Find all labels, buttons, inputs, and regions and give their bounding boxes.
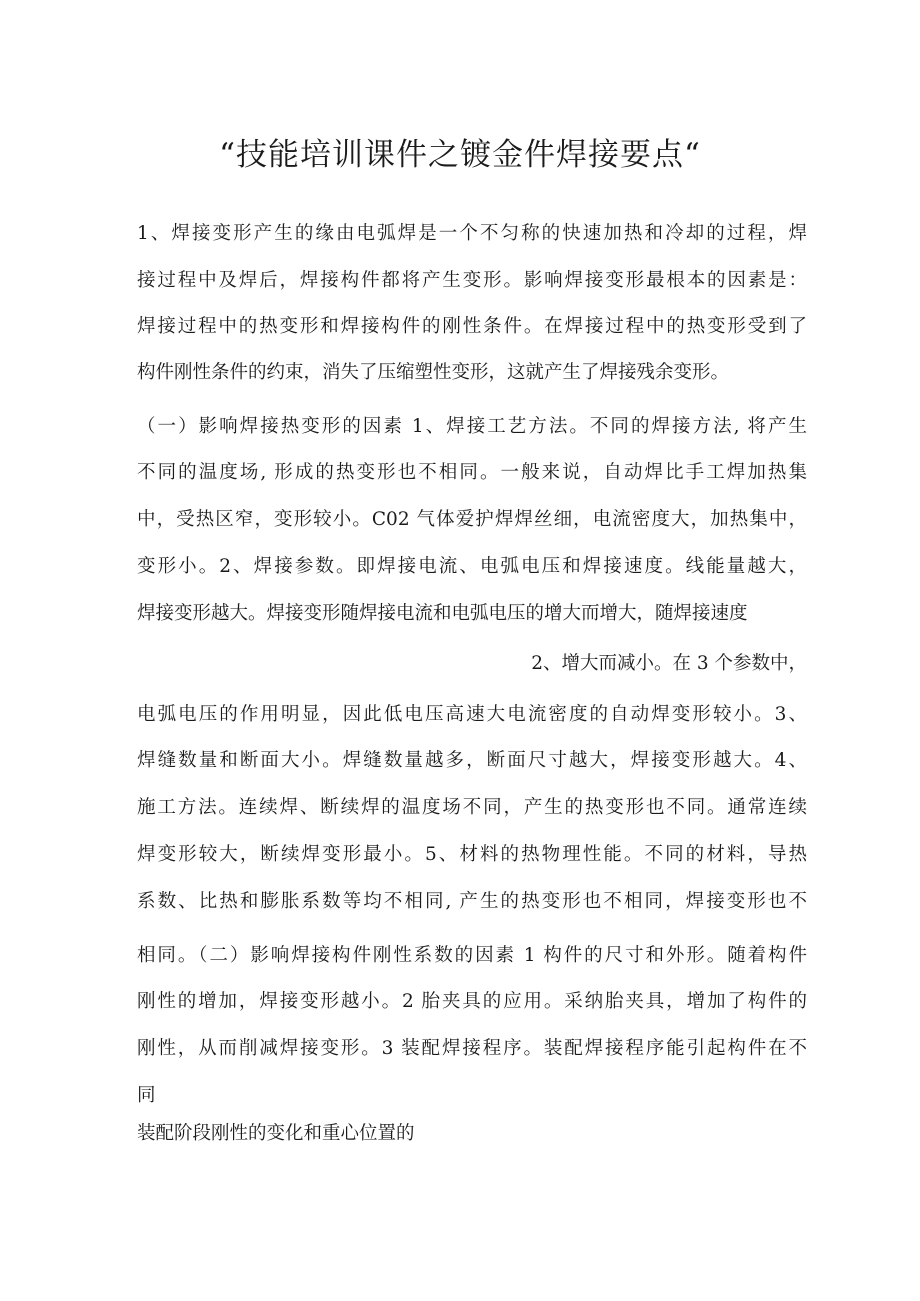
- paragraph-line: 焊接变形越大。焊接变形随焊接电流和电弧电压的增大而增大，随焊接速度: [137, 603, 748, 624]
- paragraph-line: 构件刚性条件的约束，消失了压缩塑性变形，这就产生了焊接残余变形。: [137, 362, 730, 383]
- paragraph-line: 焊变形较大，断续焊变形最小。5、材料的热物理性能。不同的材料，导热: [137, 844, 807, 865]
- paragraph-line: 刚性的增加，焊接变形越小。2 胎夹具的应用。采纳胎夹具，增加了构件的: [137, 991, 807, 1012]
- document-title: “技能培训课件之镀金件焊接要点“: [219, 137, 701, 173]
- paragraph-line: 变形小。2、焊接参数。即焊接电流、电弧电压和焊接速度。线能量越大，: [137, 556, 807, 577]
- paragraph-line: 中，受热区窄，变形较小。C02 气体爱护焊焊丝细，电流密度大，加热集中，: [137, 509, 807, 530]
- paragraph-line: 同: [137, 1085, 156, 1106]
- paragraph-line: 相同。（二）影响焊接构件刚性系数的因素 1 构件的尺寸和外形。随着构件: [137, 945, 807, 966]
- paragraph-line: 系数、比热和膨胀系数等均不相同, 产生的热变形也不相同，焊接变形也不: [137, 891, 807, 912]
- paragraph-line: 装配阶段刚性的变化和重心位置的: [137, 1123, 415, 1144]
- paragraph-line: （一）影响焊接热变形的因素 1、焊接工艺方法。不同的焊接方法, 将产生: [137, 416, 807, 437]
- paragraph-line: 焊缝数量和断面大小。焊缝数量越多，断面尺寸越大，焊接变形越大。4、: [137, 750, 807, 771]
- paragraph-line: 不同的温度场, 形成的热变形也不相同。一般来说，自动焊比手工焊加热集: [137, 462, 807, 483]
- paragraph-line: 2、增大而减小。在 3 个参数中，: [531, 653, 807, 674]
- paragraph-line: 接过程中及焊后，焊接构件都将产生变形。影响焊接变形最根本的因素是：: [137, 270, 807, 291]
- paragraph-line: 1、焊接变形产生的缘由电弧焊是一个不匀称的快速加热和冷却的过程，焊: [137, 223, 807, 244]
- paragraph-line: 焊接过程中的热变形和焊接构件的刚性条件。在焊接过程中的热变形受到了: [137, 316, 807, 337]
- paragraph-line: 刚性，从而削减焊接变形。3 装配焊接程序。装配焊接程序能引起构件在不: [137, 1038, 807, 1059]
- paragraph-line: 施工方法。连续焊、断续焊的温度场不同，产生的热变形也不同。通常连续: [137, 797, 807, 818]
- paragraph-line: 电弧电压的作用明显，因此低电压高速大电流密度的自动焊变形较小。3、: [137, 704, 807, 725]
